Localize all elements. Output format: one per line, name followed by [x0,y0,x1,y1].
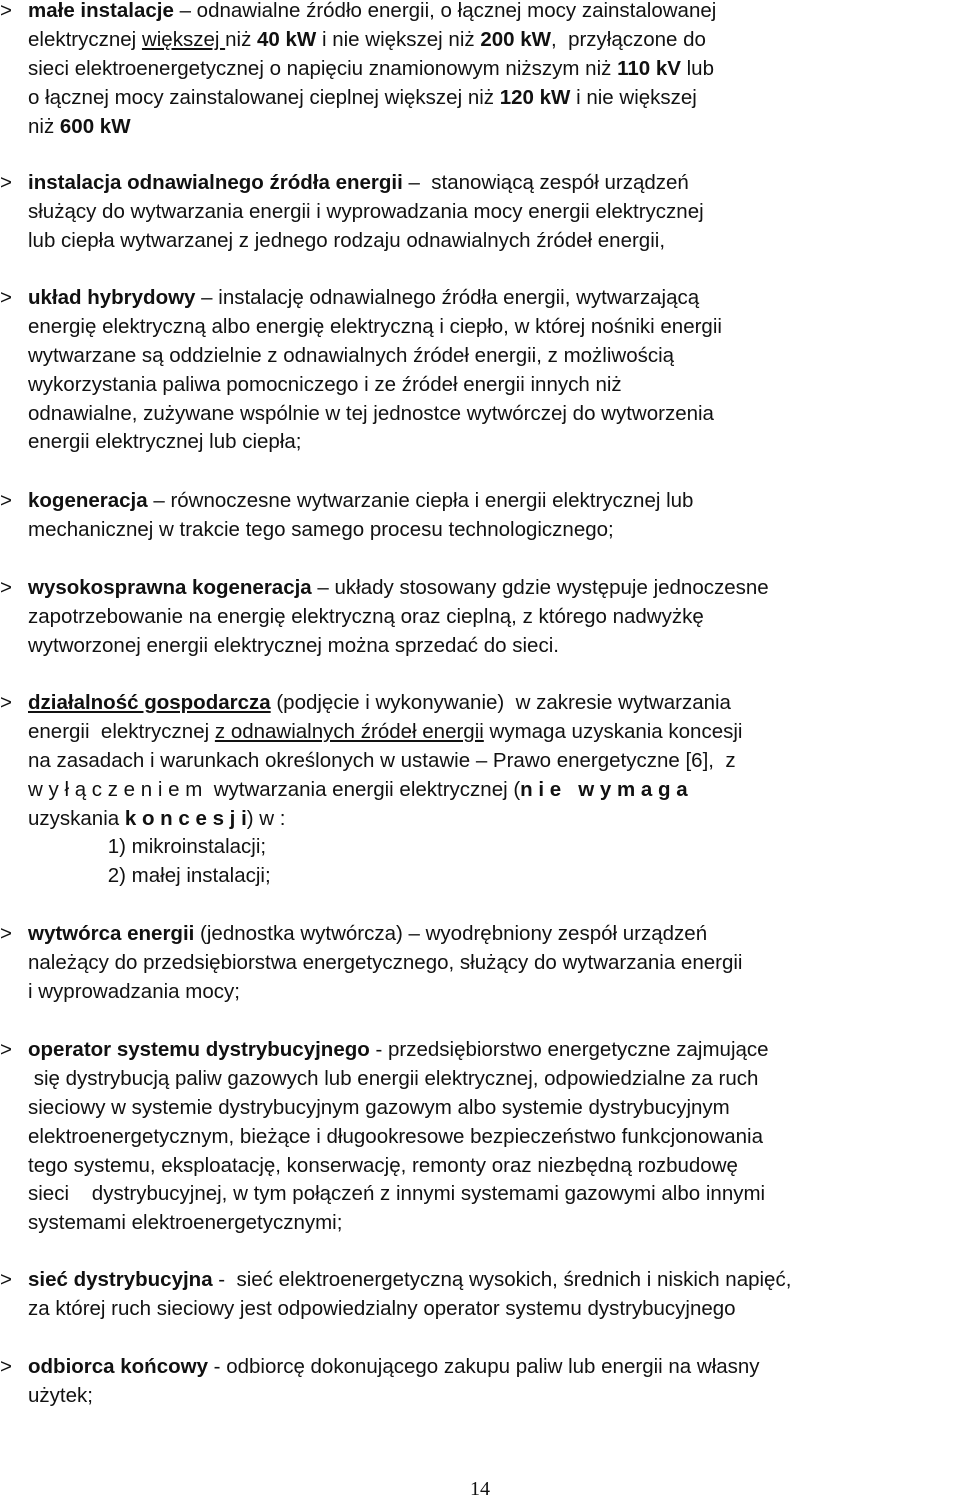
term-text: małe instalacje [28,0,174,22]
term-text: 110 kV [617,56,681,80]
body-text: na zasadach i warunkach określonych w ustawie – Prawo energetyczne [6], z [28,748,736,772]
text-line [0,1123,960,1152]
body-text: z odnawialnych źródeł energii [214,719,484,743]
line-text [28,776,688,805]
body-text: wymaga uzyskania koncesji [483,719,743,743]
text-line [0,26,960,55]
text-line [0,776,960,805]
line-text [28,313,722,342]
line-text [28,400,714,429]
definition-instalacja-oze [0,169,960,256]
text-line [0,862,960,891]
text-line [0,1180,960,1209]
text-line [0,1382,960,1411]
line-text [28,487,693,516]
text-line [0,833,960,862]
text-line [0,284,960,313]
line-text [28,1036,769,1065]
line-text [28,574,769,603]
line-text [28,516,614,545]
line-text [28,949,742,978]
text-line [0,227,960,256]
body-text: należący do przedsiębiorstwa energetycznego, służący do wytwarzania energii [28,950,743,974]
body-text: odnawialne, zużywane wspólnie w tej jednostce wytwórczej do wytworzenia [28,401,714,425]
body-text: 2) małej instalacji; [28,864,271,888]
body-text: zapotrzebowanie na energię elektryczną oraz cieplną, z którego nadwyżkę [28,604,704,628]
text-line [0,920,960,949]
term-text: 200 kW [480,27,551,51]
body-text: wytworzonej energii elektrycznej można sprzedać do sieci. [28,633,559,657]
text-line [0,632,960,661]
line-text [28,833,266,862]
text-line [0,718,960,747]
body-text: o łącznej mocy zainstalowanej cieplnej większej niż [28,85,500,109]
definition-wytworca-energii [0,920,960,1007]
body-text: sieciowy w systemie dystrybucyjnym gazowym albo systemie dystrybucyjnym [28,1095,730,1119]
text-line [0,113,960,142]
body-text: uzyskania [28,806,125,830]
body-text: , przyłączone do [550,27,706,51]
body-text: się dystrybucją paliw gazowych lub energii elektrycznej, odpowiedzialne za ruch [28,1066,759,1090]
text-line [0,371,960,400]
line-text [28,1209,342,1238]
line-text [28,113,131,142]
body-text: w y ł ą c z e n i e m wytwarzania energii elektrycznej ( [28,777,521,801]
line-text [28,632,559,661]
line-text [28,718,742,747]
text-line [0,1266,960,1295]
body-text: 1) mikroinstalacji; [28,835,267,859]
text-line [0,169,960,198]
text-line [0,84,960,113]
text-line [0,0,960,26]
line-text [28,603,704,632]
text-line [0,747,960,776]
text-line [0,1209,960,1238]
text-line [0,313,960,342]
line-text [28,1266,791,1295]
bullet-marker: > [0,691,12,714]
line-text [28,371,622,400]
body-text: – odnawialne źródło energii, o łącznej mocy zainstalowanej [173,0,717,22]
body-text: tego systemu, eksploatację, konserwację, remonty oraz niezbędną rozbudowę [28,1153,738,1177]
body-text: systemami elektroenergetycznymi; [28,1211,343,1235]
term-text: sieć dystrybucyjna [28,1268,213,1291]
line-text [28,428,301,457]
body-text: elektroenergetycznym, bieżące i długookresowe bezpieczeństwo funkcjonowania [28,1124,763,1148]
line-text [28,284,699,313]
page-number: 14 [470,1478,490,1500]
bullet-marker: > [0,1268,12,1291]
line-text [28,1094,730,1123]
term-text: 600 kW [59,114,131,138]
body-text: – równoczesne wytwarzanie ciepła i energii elektrycznej lub [147,489,694,512]
bullet-marker: > [0,489,12,512]
line-text [28,227,665,256]
text-line [0,428,960,457]
bullet-marker: > [0,171,12,194]
text-line [0,55,960,84]
line-text [28,1382,93,1411]
body-text: energii elektrycznej lub ciepła; [28,430,302,454]
body-text: i nie większej niż [316,27,481,51]
term-text: wytwórca energii [28,922,195,945]
text-line [0,342,960,371]
body-text: mechanicznej w trakcie tego samego procesu technologicznego; [28,517,614,541]
body-text: ) w : [246,806,286,830]
text-line [0,1152,960,1181]
definition-male-instalacje [0,0,960,141]
bullet-marker: > [0,286,12,309]
text-line [0,949,960,978]
body-text: – układy stosowany gdzie występuje jednoczesne [311,576,769,599]
text-line [0,603,960,632]
text-line [0,1094,960,1123]
text-line [0,689,960,718]
line-text [28,978,240,1007]
line-text [28,0,716,26]
body-text: - przedsiębiorstwo energetyczne zajmujące [369,1038,769,1061]
line-text [28,920,707,949]
term-text: działalność gospodarcza [28,691,271,714]
text-line [0,487,960,516]
body-text: (podjęcie i wykonywanie) w zakresie wytwarzania [270,691,731,714]
text-line [0,978,960,1007]
body-text: – stanowiącą zespół urządzeń [402,171,689,194]
term-text: kogeneracja [28,489,148,512]
body-text: sieci dystrybucyjnej, w tym połączeń z innymi systemami gazowymi albo innymi [28,1182,766,1206]
term-text: wysokosprawna kogeneracja [28,576,312,599]
line-text [28,1353,760,1382]
term-text: k o n c e s j i [124,806,247,830]
body-text: lub ciepła wytwarzanej z jednego rodzaju odnawialnych źródeł energii, [28,228,666,252]
body-text: wytwarzane są oddzielnie z odnawialnych źródeł energii, z możliwością [28,343,675,367]
body-text: użytek; [28,1383,93,1407]
text-line [0,1353,960,1382]
line-text [28,689,731,718]
body-text: (jednostka wytwórcza) – wyodrębniony zespół urządzeń [194,922,708,945]
text-line [0,1036,960,1065]
line-text [28,747,736,776]
definition-uklad-hybrydowy [0,284,960,457]
bullet-marker: > [0,576,12,599]
line-text [28,55,714,84]
body-text: – instalację odnawialnego źródła energii, wytwarzającą [195,286,700,309]
line-text [28,805,286,834]
term-text: 40 kW [257,27,317,51]
definition-odbiorca-koncowy [0,1353,960,1411]
body-text: większej [141,27,226,51]
term-text: układ hybrydowy [28,286,196,309]
body-text: służący do wytwarzania energii i wyprowadzania mocy energii elektrycznej [28,199,704,223]
line-text [28,198,704,227]
body-text: sieci elektroenergetycznej o napięciu znamionowym niższym niż [28,56,618,80]
definition-operator-systemu-dystrybucyjnego [0,1036,960,1238]
text-line [0,1295,960,1324]
term-text: instalacja odnawialnego źródła energii [28,171,403,194]
body-text: elektrycznej [28,27,142,51]
line-text [28,84,697,113]
line-text [28,1152,738,1181]
text-line [0,198,960,227]
line-text [28,862,271,891]
line-text [28,1123,763,1152]
bullet-marker: > [0,922,12,945]
line-text [28,1180,765,1209]
text-line [0,1065,960,1094]
body-text: - sieć elektroenergetyczną wysokich, średnich i niskich napięć, [212,1268,792,1291]
body-text: i nie większej [570,85,697,109]
body-text: niż [225,27,258,51]
text-line [0,400,960,429]
term-text: odbiorca końcowy [28,1355,208,1378]
line-text [28,26,706,55]
body-text: za której ruch sieciowy jest odpowiedzialny operator systemu dystrybucyjnego [28,1296,736,1320]
term-text: n i e w y m a g a [520,777,688,801]
bullet-marker: > [0,1355,12,1378]
bullet-marker: > [0,0,12,22]
line-text [28,1295,736,1324]
term-text: 120 kW [499,85,571,109]
body-text: energię elektryczną albo energię elektryczną i ciepło, w której nośniki energii [28,314,722,338]
body-text: niż [28,114,60,138]
definition-wysokosprawna-kogeneracja [0,574,960,661]
body-text: energii elektrycznej [28,719,215,743]
body-text: i wyprowadzania mocy; [28,979,240,1003]
text-line [0,574,960,603]
definition-kogeneracja [0,487,960,545]
bullet-marker: > [0,1038,12,1061]
text-line [0,516,960,545]
term-text: operator systemu dystrybucyjnego [28,1038,370,1061]
definition-siec-dystrybucyjna [0,1266,960,1324]
line-text [28,342,674,371]
line-text [28,169,689,198]
body-text: lub [680,56,714,80]
text-line [0,805,960,834]
line-text [28,1065,758,1094]
definition-dzialalnosc-gospodarcza [0,689,960,891]
body-text: wykorzystania paliwa pomocniczego i ze źródeł energii innych niż [28,372,622,396]
body-text: - odbiorcę dokonującego zakupu paliw lub energii na własny [207,1355,760,1378]
